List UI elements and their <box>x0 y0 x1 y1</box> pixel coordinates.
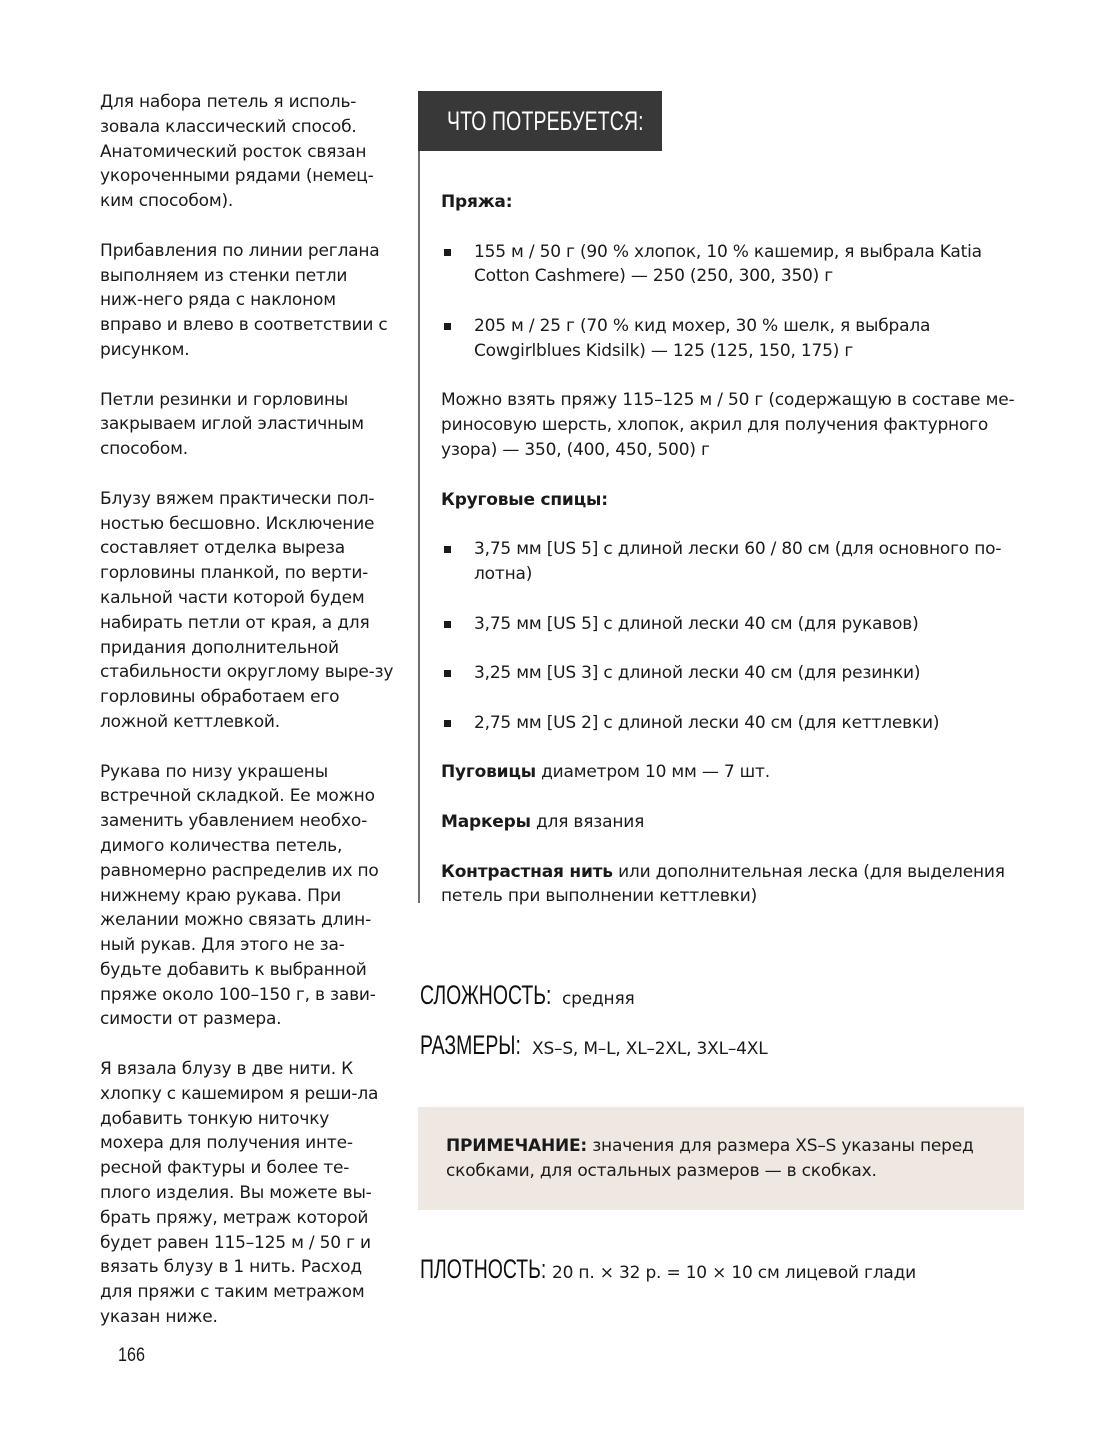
note-label: ПРИМЕЧАНИЕ: <box>446 1136 588 1156</box>
difficulty-label: СЛОЖНОСТЬ: <box>420 980 552 1010</box>
needles-list <box>441 537 1031 735</box>
difficulty-value: средняя <box>562 989 635 1009</box>
materials-title: ЧТО ПОТРЕБУЕТСЯ: <box>447 105 644 136</box>
square-bullet-icon <box>444 546 451 553</box>
paragraph-cast-on: Для набора петель я исполь-зовала классический способ. Анатомический росток связан укороченными рядами (немец-ким способом). <box>100 92 374 212</box>
markers-item: Маркеры для вязания <box>441 811 645 832</box>
list-item: 205 м / 25 г (70 % кид мохер, 30 % шелк, я выбрала Cowgirlblues Kidsilk) — 125 (125, 150, 175) г <box>441 314 1031 364</box>
sizes-row <box>420 1030 768 1061</box>
square-bullet-icon <box>444 621 451 628</box>
list-item: 3,25 мм [US 3] с длиной лески 40 см (для резинки) <box>441 661 1031 686</box>
intro-column <box>100 90 395 1355</box>
paragraph-bind-off: Петли резинки и горловины закрываем иглой эластичным способом. <box>100 389 364 460</box>
list-item: 2,75 мм [US 2] с длиной лески 40 см (для кеттлевки) <box>441 711 1031 736</box>
yarn-alternative: Можно взять пряжу 115–125 м / 50 г (содержащую в составе ме-риносовую шерсть, хлопок, акрил для получения фактурного узора) — 350, (400, 450, 500) г <box>441 390 1015 460</box>
gauge-value: 20 п. × 32 р. = 10 × 10 см лицевой глади <box>552 1263 917 1283</box>
gauge-row <box>420 1254 916 1285</box>
yarn-list <box>441 240 1031 364</box>
note-box <box>418 1107 1024 1210</box>
paragraph-seamless: Блузу вяжем практически пол-ностью бесшовно. Исключение составляет отделка выреза горловины планкой, по верти-кальной части которой будем набирать петли от края, а для придания дополнительной стабильности округлому выре-зу горловины обработаем его ложной кеттлевкой. <box>100 488 394 732</box>
buttons-item: Пуговицы диаметром 10 мм — 7 шт. <box>441 762 770 783</box>
paragraph-yarn-choice: Я вязала блузу в две нити. К хлопку с кашемиром я реши-ла добавить тонкую ниточку мохера для получения инте-ресной фактуры и более те-плого изделия. Вы можете вы-брать пряжу, метраж которой будет равен 115–125 м / 50 г и вязать блузу в 1 нить. Расход для пряжи с таким метражом указан ниже. <box>100 1059 379 1328</box>
paragraph-increases: Прибавления по линии реглана выполняем из стенки петли ниж-него ряда с наклоном вправо и влево в соответствии с рисунком. <box>100 240 388 360</box>
difficulty-row <box>420 980 635 1011</box>
gauge-label: ПЛОТНОСТЬ: <box>420 1254 547 1284</box>
needles-heading: Круговые спицы: <box>441 489 608 510</box>
square-bullet-icon <box>444 249 451 256</box>
sizes-label: РАЗМЕРЫ: <box>420 1030 521 1060</box>
contrast-thread-item: Контрастная нить или дополнительная леска (для выделения петель при выполнении кеттлевки) <box>441 861 1005 907</box>
list-item: 155 м / 50 г (90 % хлопок, 10 % кашемир, я выбрала Katia Cotton Cashmere) — 250 (250, 300, 350) г <box>441 240 1031 290</box>
materials-header <box>418 91 662 151</box>
square-bullet-icon <box>444 670 451 677</box>
note-text: значения для размера XS–S указаны перед скобками, для остальных размеров — в скобках. <box>446 1136 974 1181</box>
section-divider-line <box>418 91 420 903</box>
paragraph-sleeves: Рукава по низу украшены встречной складкой. Ее можно заменить убавлением необхо-димого количества петель, равномерно распределив их по нижнему краю рукава. При желании можно связать длин-ный рукав. Для этого не за-будьте добавить к выбранной пряже около 100–150 г, в зави-симости от размера. <box>100 761 379 1030</box>
page-number: 166 <box>118 1345 145 1366</box>
list-item: 3,75 мм [US 5] с длиной лески 60 / 80 см (для основного по-лотна) <box>441 537 1031 587</box>
square-bullet-icon <box>444 323 451 330</box>
sizes-value: XS–S, M–L, XL–2XL, 3XL–4XL <box>532 1039 768 1059</box>
list-item: 3,75 мм [US 5] с длиной лески 40 см (для рукавов) <box>441 612 1031 637</box>
square-bullet-icon <box>444 720 451 727</box>
materials-section <box>441 190 1031 934</box>
yarn-heading: Пряжа: <box>441 192 513 212</box>
